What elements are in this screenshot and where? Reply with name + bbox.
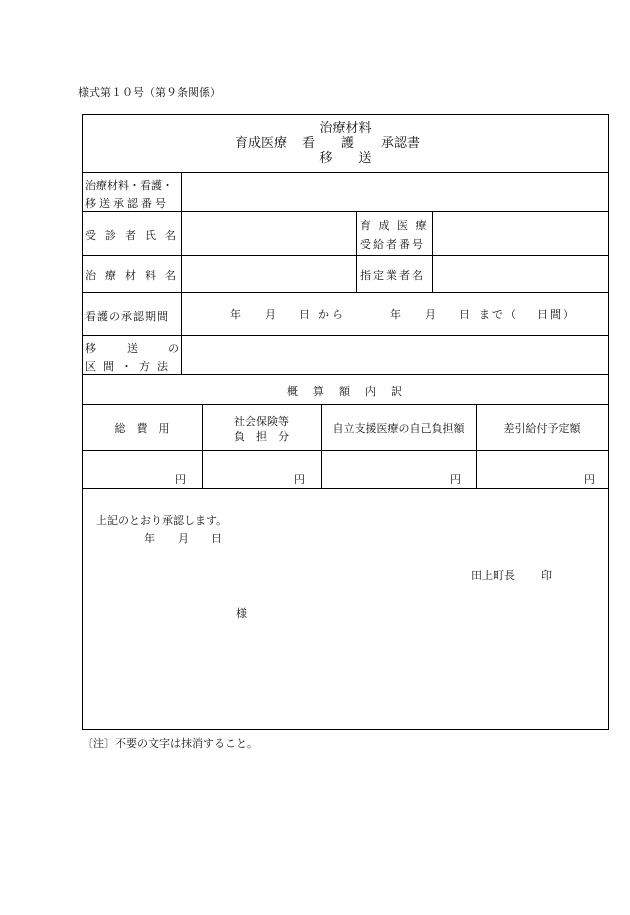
currency-insurance: 円 [294, 473, 305, 486]
period-until: まで（ [479, 308, 518, 321]
col-insurance-line-1: 社会保険等 [234, 415, 289, 428]
col-net-benefit: 差引給付予定額 [503, 422, 581, 435]
period-days: 日間） [537, 308, 576, 321]
designated-vendor-label: 指定業者名 [360, 269, 425, 282]
breakdown-header: 概 算 額 内 訳 [287, 385, 404, 398]
recipient-number-label-2: 受給者番号 [360, 238, 425, 251]
transfer-label-1b: 送 [127, 342, 138, 355]
mayor-title: 田上町長 [471, 569, 515, 582]
period-from: から [318, 308, 346, 321]
period-day-1: 日 [299, 308, 310, 321]
form-number: 様式第１０号（第９条関係） [78, 86, 221, 99]
recipient-number-label-1: 育 成 医 療 [360, 219, 429, 232]
approval-number-label-1: 治療材料・看護・ [85, 179, 173, 192]
period-month-2: 月 [425, 308, 436, 321]
title-line-2-prefix: 育成医療 [235, 136, 288, 151]
col-total-cost: 総 費 用 [114, 422, 170, 435]
period-year-2: 年 [390, 308, 401, 321]
approval-month: 月 [178, 532, 189, 545]
currency-net-benefit: 円 [584, 473, 595, 486]
material-name-label: 治療材料名 [85, 269, 185, 282]
period-day-2: 日 [459, 308, 470, 321]
period-year-1: 年 [230, 308, 241, 321]
title-line-2-middle: 看 護 [302, 136, 355, 151]
currency-total: 円 [175, 473, 186, 486]
transfer-label-1a: 移 [85, 342, 96, 355]
title-line-2-suffix: 承認書 [381, 136, 421, 151]
title-line-3: 移 送 [319, 151, 372, 166]
patient-name-label: 受診者氏名 [85, 229, 185, 242]
approval-statement: 上記のとおり承認します。 [96, 514, 228, 527]
approval-number-label-2: 移送承認番号 [85, 197, 169, 210]
currency-self-pay: 円 [450, 473, 461, 486]
title-line-1: 治療材料 [319, 121, 372, 136]
nursing-period-label: 看護の承認期間 [85, 310, 169, 323]
transfer-label-1c: の [168, 342, 179, 355]
col-self-pay: 自立支援医療の自己負担額 [332, 422, 465, 435]
footnote: 〔注〕不要の文字は抹消すること。 [82, 737, 258, 750]
approval-year: 年 [144, 532, 155, 545]
addressee-suffix: 様 [236, 607, 247, 620]
col-insurance-line-2: 負 担 分 [234, 430, 289, 443]
approval-day: 日 [211, 532, 222, 545]
seal-mark: 印 [541, 569, 552, 582]
period-month-1: 月 [265, 308, 276, 321]
transfer-label-2: 区間・方法 [85, 360, 175, 373]
